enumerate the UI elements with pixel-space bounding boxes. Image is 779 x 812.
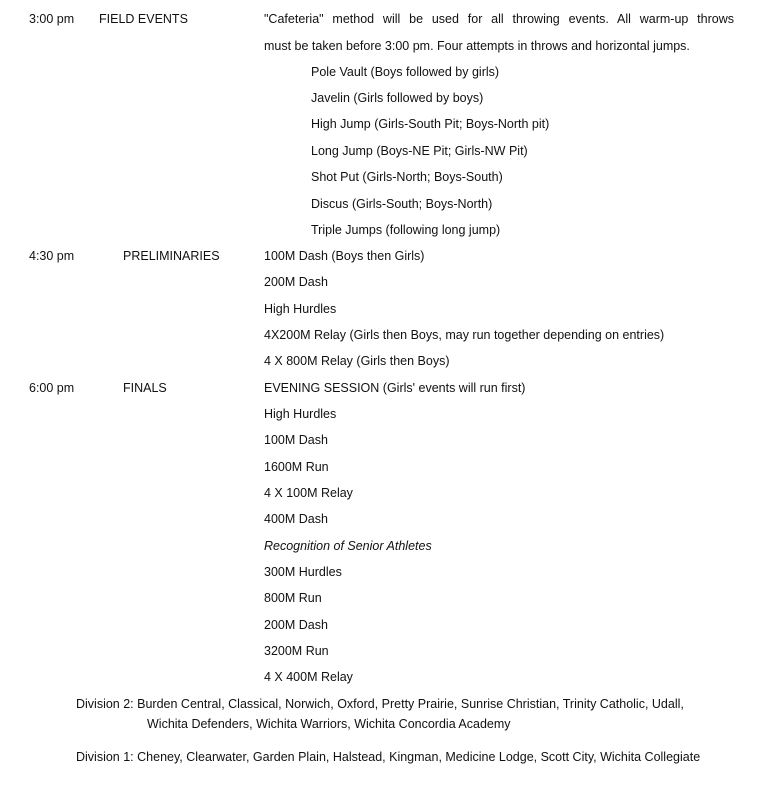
finals-event-item: 300M Hurdles — [264, 565, 342, 579]
finals-event-item: 1600M Run — [264, 460, 329, 474]
field-events-intro-line1: "Cafeteria" method will be used for all throwing events. All warm-up throws — [264, 12, 734, 26]
finals-event-item: EVENING SESSION (Girls' events will run first) — [264, 381, 526, 395]
preliminary-event-item: 200M Dash — [264, 275, 328, 289]
division-1-line: Division 1: Cheney, Clearwater, Garden Plain, Halstead, Kingman, Medicine Lodge, Scott City, Wichita Collegiate — [76, 750, 701, 764]
field-event-item: Javelin (Girls followed by boys) — [311, 91, 484, 105]
field-event-item: Discus (Girls-South; Boys-North) — [311, 197, 493, 211]
label-finals: FINALS — [123, 381, 167, 395]
senior-recognition: Recognition of Senior Athletes — [264, 539, 432, 553]
finals-event-item: 400M Dash — [264, 512, 328, 526]
label-field-events: FIELD EVENTS — [99, 12, 188, 26]
label-preliminaries: PRELIMINARIES — [123, 249, 220, 263]
time-preliminaries: 4:30 pm — [29, 249, 75, 263]
field-events-intro — [264, 6, 734, 59]
finals-event-item: 200M Dash — [264, 618, 328, 632]
preliminary-event-item: 4 X 800M Relay (Girls then Boys) — [264, 354, 450, 368]
finals-event-item: 4 X 100M Relay — [264, 486, 353, 500]
finals-event-item: 100M Dash — [264, 433, 328, 447]
field-event-item: High Jump (Girls-South Pit; Boys-North pit) — [311, 117, 550, 131]
division-1 — [76, 747, 700, 767]
division-2-line2: Wichita Defenders, Wichita Warriors, Wichita Concordia Academy — [147, 717, 511, 731]
field-event-item: Shot Put (Girls-North; Boys-South) — [311, 170, 503, 184]
field-events-intro-line2: must be taken before 3:00 pm. Four attempts in throws and horizontal jumps. — [264, 38, 690, 53]
finals-event-item: 800M Run — [264, 591, 322, 605]
finals-event-item: 4 X 400M Relay — [264, 670, 353, 684]
preliminary-event-item: High Hurdles — [264, 302, 337, 316]
field-event-item: Long Jump (Boys-NE Pit; Girls-NW Pit) — [311, 144, 528, 158]
time-finals: 6:00 pm — [29, 381, 75, 395]
preliminary-event-item: 4X200M Relay (Girls then Boys, may run together depending on entries) — [264, 328, 665, 342]
time-field-events: 3:00 pm — [29, 12, 75, 26]
field-event-item: Pole Vault (Boys followed by girls) — [311, 65, 500, 79]
division-2 — [76, 694, 684, 734]
finals-event-item: 3200M Run — [264, 644, 329, 658]
preliminary-event-item: 100M Dash (Boys then Girls) — [264, 249, 425, 263]
finals-event-item: High Hurdles — [264, 407, 337, 421]
division-2-line1: Division 2: Burden Central, Classical, Norwich, Oxford, Pretty Prairie, Sunrise Christian, Trinity Catholic, Udall, — [76, 697, 684, 711]
field-event-item: Triple Jumps (following long jump) — [311, 223, 501, 237]
